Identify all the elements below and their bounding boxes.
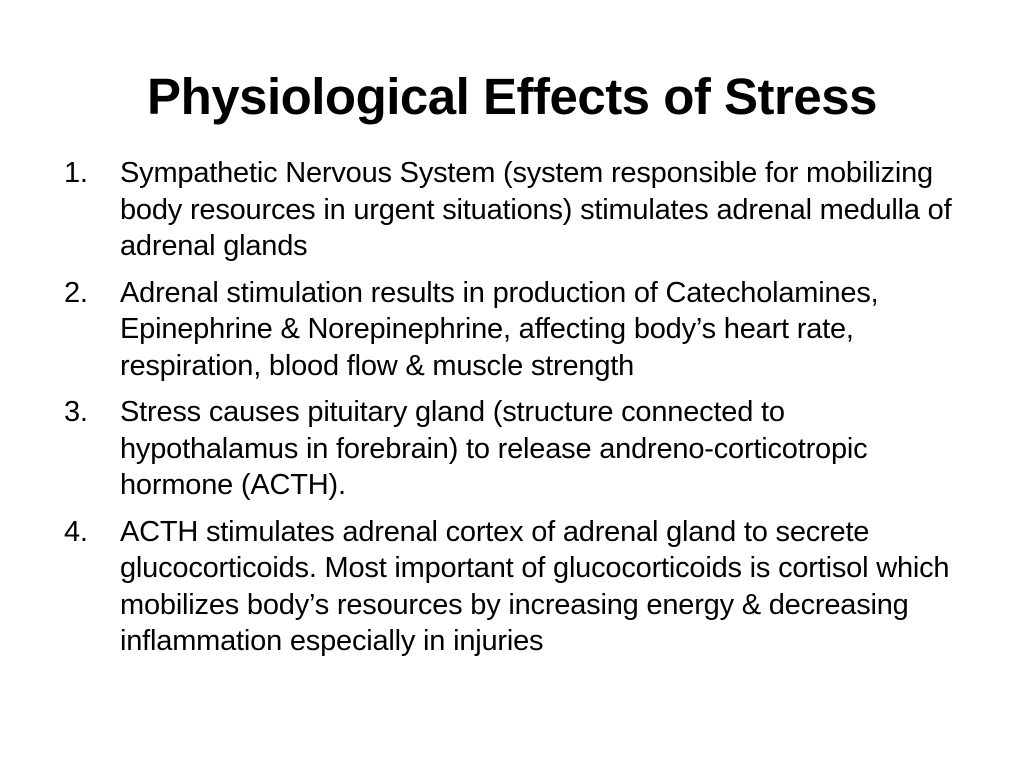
list-item — [64, 394, 964, 504]
numbered-list — [64, 155, 964, 670]
list-item — [64, 275, 964, 385]
list-item-text: Adrenal stimulation results in production of Catecholamines, Epinephrine & Norepinephrine, affecting body’s heart rate, respiration, blood flow & muscle strength — [120, 276, 879, 382]
list-item-number: 2. — [64, 276, 88, 309]
list-item — [64, 514, 964, 660]
list-item-text: Sympathetic Nervous System (system responsible for mobilizing body resources in urgent situations) stimulates adrenal medulla of adrenal glands — [120, 157, 952, 262]
list-item-number: 4. — [64, 515, 88, 548]
list-item-number: 3. — [64, 396, 88, 428]
list-item-text: ACTH stimulates adrenal cortex of adrenal gland to secrete glucocorticoids. Most important of glucocorticoids is cortisol which mobilizes body’s resources by increasing energy & decreasing inflammation especially in injuries — [120, 515, 950, 657]
slide-title: Physiological Effects of Stress — [147, 68, 877, 125]
list-item-text: Stress causes pituitary gland (structure connected to hypothalamus in forebrain) to release andreno-corticotropic hormone (ACTH). — [120, 396, 868, 501]
list-item — [64, 155, 964, 265]
list-item-number: 1. — [64, 157, 88, 189]
